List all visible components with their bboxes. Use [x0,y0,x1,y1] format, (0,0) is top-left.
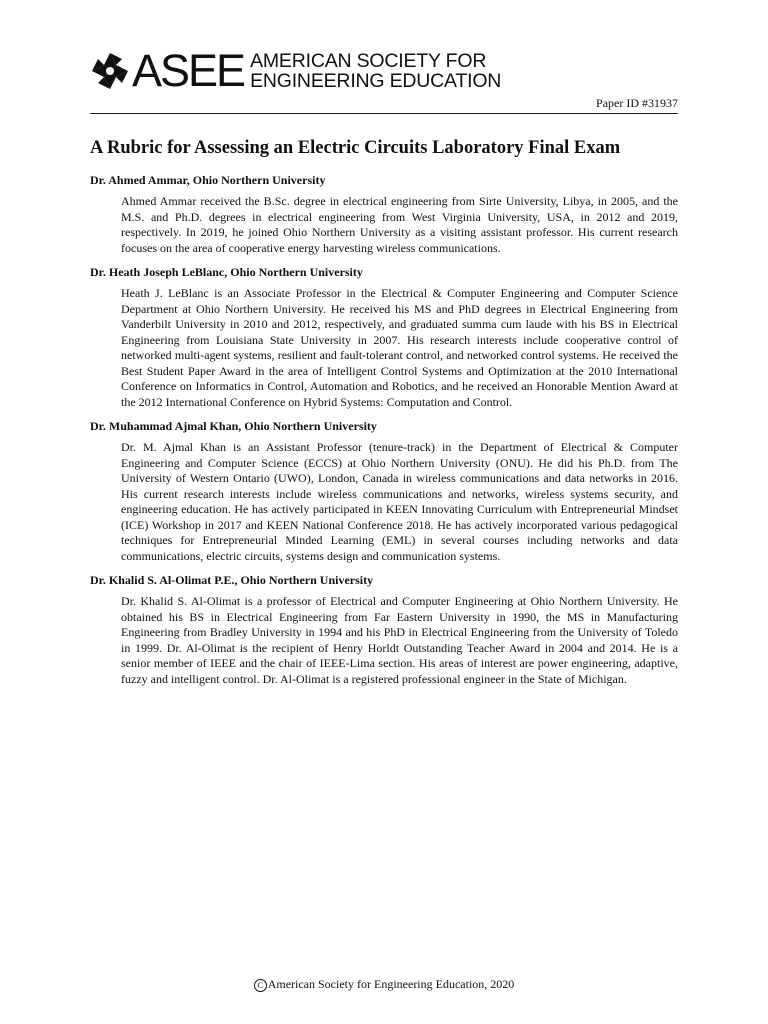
author-name: Dr. Khalid S. Al-Olimat P.E., Ohio Northern University [90,573,374,587]
paper-content [90,136,678,695]
logo-org-line-2: ENGINEERING EDUCATION [250,70,502,92]
copyright-footer [0,977,768,992]
author-name: Dr. Muhammad Ajmal Khan, Ohio Northern University [90,419,377,433]
author-bio: Ahmed Ammar received the B.Sc. degree in electrical engineering from Sirte University, Libya, in 2005, and the M.S. and Ph.D. degrees in electrical engineering from West Virginia University, USA, in 2012 and 2019, respectively. In 2019, he joined Ohio Northern University as a visiting assistant professor. His current research focuses on the area of cooperative energy harvesting wireless communications. [121,194,678,255]
copyright-text: American Society for Engineering Education, 2020 [267,977,515,991]
author-bio: Dr. M. Ajmal Khan is an Assistant Professor (tenure-track) in the Department of Electrical & Computer Engineering and Computer Science (ECCS) at Ohio Northern University (ONU). He did his Ph.D. from The University of Western Ontario (UWO), London, Canada in wireless communications and data networks in 2016. His current research interests include wireless communications and networks, wireless systems security, and engineering education. He has actively participated in KEEN Innovating Curriculum with Entrepreneurial Mindset (ICE) Workshop in 2017 and KEEN National Conference 2018. He has actively incorporated various pedagogical techniques for Entrepreneurial Minded Learning (EML) in several courses including networks and data communications, electric circuits, systems design and communication systems. [121,440,678,563]
author-name: Dr. Ahmed Ammar, Ohio Northern University [90,173,326,187]
author-bio: Heath J. LeBlanc is an Associate Professor in the Electrical & Computer Engineering and Computer Science Department at Ohio Northern University. He received his MS and PhD degrees in Electrical Engineering from Vanderbilt University in 2010 and 2012, respectively, and graduated summa cum laude with his BS in Electrical Engineering from Louisiana State University in 2007. His research interests include cooperative control of networked multi-agent systems, resilient and fault-tolerant control, and networked control systems. He received the Best Student Paper Award in the area of Intelligent Control Systems and Optimization at the 2010 International Conference on Informatics in Control, Automation and Robotics, and he received an Honorable Mention Award at the 2012 International Conference on Hybrid Systems: Computation and Control. [121,286,678,409]
logo-wordmark: ASEE [132,45,245,96]
logo-org-name [250,51,501,91]
paper-title: A Rubric for Assessing an Electric Circuits Laboratory Final Exam [90,138,621,158]
author-name: Dr. Heath Joseph LeBlanc, Ohio Northern University [90,265,363,279]
logo-org-line-1: AMERICAN SOCIETY FOR [250,50,487,72]
asee-logo-icon [90,51,130,91]
asee-logo [90,45,502,96]
copyright-icon: C [254,979,267,992]
header-rule [90,113,678,114]
paper-id: Paper ID #31937 [596,96,678,110]
author-bio: Dr. Khalid S. Al-Olimat is a professor of Electrical and Computer Engineering at Ohio Northern University. He obtained his BS in Electrical Engineering from Far Eastern University in 1990, the MS in Manufacturing Engineering from Bradley University in 1994 and his PhD in Electrical Engineering from the University of Toledo in 1999. Dr. Al-Olimat is the recipient of Henry Horldt Outstanding Teacher Award in 2004 and 2014. He is a senior member of IEEE and the chair of IEEE-Lima section. His areas of interest are power engineering, adaptive, fuzzy and intelligent control. Dr. Al-Olimat is a registered professional engineer in the State of Michigan. [121,594,678,686]
